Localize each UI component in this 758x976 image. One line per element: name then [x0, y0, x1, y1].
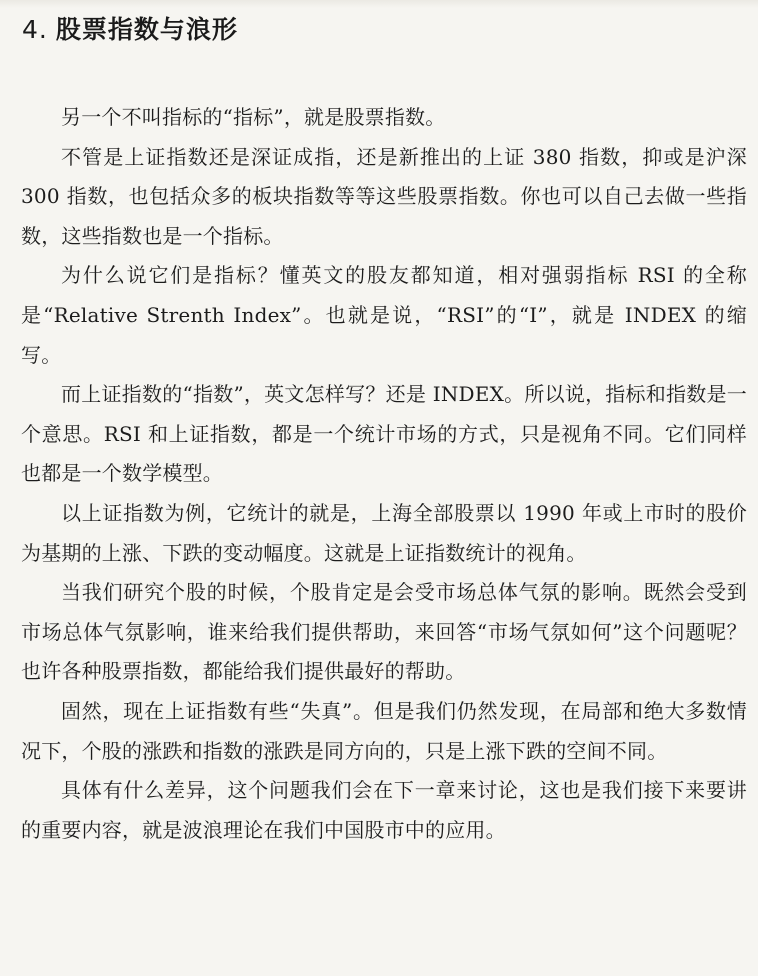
- paragraph: 具体有什么差异，这个问题我们会在下一章来讨论，这也是我们接下来要讲的重要内容，就是波浪理论在我们中国股市中的应用。: [21, 778, 747, 842]
- paragraph: 另一个不叫指标的“指标”，就是股票指数。: [61, 105, 446, 129]
- section-number: 4.: [22, 15, 48, 44]
- page-top-edge: [0, 0, 758, 8]
- paragraph: 不管是上证指数还是深证成指，还是新推出的上证 380 指数，抑或是沪深 300 指数，也包括众多的板块指数等等这些股票指数。你也可以自己去做一些指数，这些指数也是一个指标。: [21, 144, 747, 248]
- body-text: [21, 98, 747, 850]
- paragraph: 以上证指数为例，它统计的就是，上海全部股票以 1990 年或上市时的股价为基期的上涨、下跌的变动幅度。这就是上证指数统计的视角。: [21, 500, 747, 565]
- paragraph: 固然，现在上证指数有些“失真”。但是我们仍然发现，在局部和绝大多数情况下，个股的涨跌和指数的涨跌是同方向的，只是上涨下跌的空间不同。: [21, 698, 747, 763]
- section-heading: [22, 14, 238, 46]
- paragraph: 为什么说它们是指标？懂英文的股友都知道，相对强弱指标 RSI 的全称是“Relative Strenth Index”。也就是说，“RSI”的“I”，就是 INDEX 的缩写。: [21, 263, 747, 367]
- paragraph: 而上证指数的“指数”，英文怎样写？还是 INDEX。所以说，指标和指数是一个意思。RSI 和上证指数，都是一个统计市场的方式，只是视角不同。它们同样也都是一个数学模型。: [21, 382, 747, 486]
- section-title: 股票指数与浪形: [55, 15, 238, 44]
- paragraph: 当我们研究个股的时候，个股肯定是会受市场总体气氛的影响。既然会受到市场总体气氛影响，谁来给我们提供帮助，来回答“市场气氛如何”这个问题呢？也许各种股票指数，都能给我们提供最好的帮助。: [21, 580, 747, 684]
